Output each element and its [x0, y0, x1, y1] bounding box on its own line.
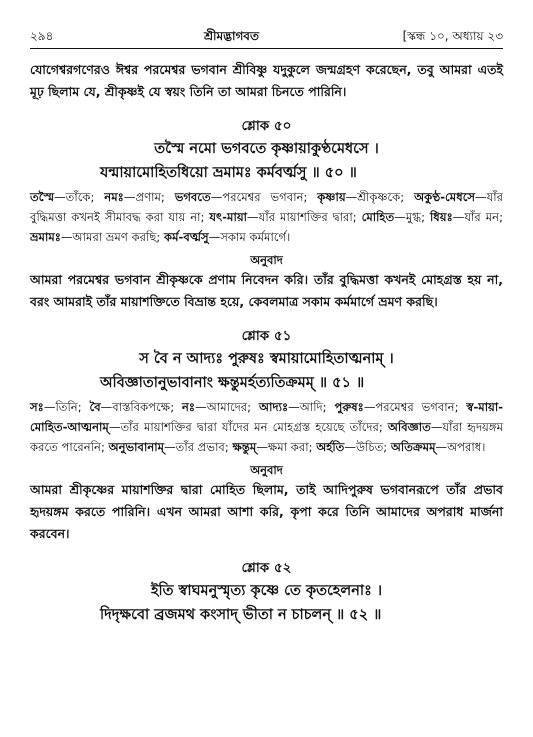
sloka-50 [30, 115, 503, 313]
verse-line-2: যন্মায়ামোহিতধিয়ো ভ্রমামঃ কর্মবর্ত্মসু ॥ ৫০ ॥ [100, 165, 357, 181]
synonym-term: নঃ [182, 400, 196, 414]
synonym-meaning: তাঁকে [65, 190, 91, 204]
synonym-meaning: তাঁর প্রভাব [175, 440, 225, 454]
verse-line-2: অবিজ্ঞাতানুভাবানাং ক্ষন্তুমর্হত্যতিক্রমম্ ॥ ৫১ ॥ [100, 375, 365, 391]
synonym-term: ধিয়ঃ [429, 210, 453, 224]
sloka-51 [30, 325, 503, 545]
synonym-meaning: মুগ্ধ [405, 210, 422, 224]
chapter-reference: [স্কন্ধ ১০, অধ্যায় ২৩ [402, 29, 503, 43]
synonym-meaning: যাঁরা হৃদয়ঙ্গম করতে পারেননি [30, 420, 504, 454]
synonym-term: অনুভাবানাম্ [108, 440, 165, 454]
synonym-term: অবিজ্ঞাত [387, 420, 431, 434]
sloka-heading: শ্লোক ৫১ [241, 328, 292, 344]
synonym-term: স্ব-মায়া-মোহিত-আত্মনাম্ [30, 400, 504, 434]
synonyms: সঃ—তিনি; বৈ—বাস্তবিকপক্ষে; নঃ—আমাদের; আদ্যঃ—আদি; পুরুষঃ—পরমেশ্বর ভগবান; স্ব-মায়া-মোহিত-আত্মনাম্—তাঁর মায়াশক্তির দ্বারা যাঁদের মন মোহগ্রস্ত হয়েছে তাঁদের; অবিজ্ঞাত—যাঁরা হৃদয়ঙ্গম করতে পারেননি; অনুভাবানাম্—তাঁর প্রভাব; ক্ষন্তুম্—ক্ষমা করা; অর্হতি—উচিত; অতিক্রমম্—অপরাধ। [30, 400, 504, 454]
synonym-term: কৃষ্ণায় [317, 190, 346, 204]
synonym-meaning: তিনি [55, 400, 78, 414]
synonym-meaning: যাঁর মায়াশক্তির দ্বারা [258, 210, 353, 224]
synonym-meaning: ক্ষমা করা [267, 440, 309, 454]
synonym-term: অতিক্রমম্ [390, 440, 436, 454]
synonym-term: পুরুষঃ [334, 400, 364, 414]
sloka-heading: শ্লোক ৫২ [241, 560, 292, 576]
synonym-meaning: আদি [299, 400, 323, 414]
synonym-term: ভগবতে [174, 190, 211, 204]
synonym-term: আদ্যঃ [258, 400, 289, 414]
synonym-meaning: যাঁর মন [464, 210, 500, 224]
synonym-meaning: অপরাধ [447, 440, 482, 454]
synonym-term: সঃ [30, 400, 44, 414]
translation: আমরা শ্রীকৃষ্ণের মায়াশক্তির দ্বারা মোহিত ছিলাম, তাই আদিপুরুষ ভগবানরূপে তাঁর প্রভাব হৃদয়ঙ্গম করতে পারিনি। এখন আমরা আশা করি, কৃপা করে তিনি আমাদের অপরাধ মার্জনা করবেন। [30, 482, 503, 541]
synonym-meaning: তাঁর মায়াশক্তির দ্বারা যাঁদের মন মোহগ্রস্ত হয়েছে তাঁদের [120, 420, 379, 434]
synonym-meaning: সকাম কর্মমার্গে [220, 230, 287, 244]
synonym-meaning: প্রণাম [135, 190, 161, 204]
synonym-term: বৈ [89, 400, 101, 414]
header-rule [30, 48, 503, 49]
book-title: শ্রীমদ্ভাগবত [203, 29, 259, 43]
synonym-meaning: উচিত [355, 440, 384, 454]
anuvad-label: অনুবাদ [250, 463, 283, 477]
translation: আমরা পরমেশ্বর ভগবান শ্রীকৃষ্ণকে প্রণাম নিবেদন করি। তাঁর বুদ্ধিমত্তা কখনই মোহগ্রস্ত হয় না, বরং আমরাই তাঁর মায়াশক্তিতে বিভ্রান্ত হয়ে, কেবলমাত্র সকাম কর্মমার্গে ভ্রমণ করছি। [30, 272, 503, 309]
synonym-term: অর্হতি [316, 440, 345, 454]
verse-line-1: ইতি স্বাঘমনুস্মৃত্য কৃষ্ণে তে কৃতহেলনাঃ । [150, 583, 383, 599]
synonym-meaning: বাস্তবিকপক্ষে [112, 400, 171, 414]
intro-paragraph: যোগেশ্বরগণেরও ঈশ্বর পরমেশ্বর ভগবান শ্রীবিষ্ণু যদুকুলে জন্মগ্রহণ করেছেন, তবু আমরা এতই মূঢ় ছিলাম যে, শ্রীকৃষ্ণই যে স্বয়ং তিনি তা আমরা চিনতে পারিনি। [30, 62, 503, 99]
sloka-52 [30, 557, 503, 627]
synonym-term: নমঃ [104, 190, 124, 204]
sloka-heading: শ্লোক ৫০ [241, 118, 292, 134]
synonym-term: অকুণ্ঠ-মেধসে [414, 190, 476, 204]
anuvad-label: অনুবাদ [250, 253, 283, 267]
verse-line-2: দিদৃক্ষবো ব্রজমথ কংসাদ্ ভীতা ন চাচলন্ ॥ ৫২ ॥ [100, 607, 382, 623]
synonym-term: ক্ষন্তুম্ [232, 440, 257, 454]
page-header [30, 28, 503, 44]
synonyms: তস্মৈ—তাঁকে; নমঃ—প্রণাম; ভগবতে—পরমেশ্বর ভগবান; কৃষ্ণায়—শ্রীকৃষ্ণকে; অকুণ্ঠ-মেধসে—যাঁর বুদ্ধিমত্তা কখনই সীমাবদ্ধ করা যায় না; যৎ-মায়া—যাঁর মায়াশক্তির দ্বারা; মোহিত—মুগ্ধ; ধিয়ঃ—যাঁর মন; ভ্রমামঃ—আমরা ভ্রমণ করছি; কর্ম-বর্ত্মসু—সকাম কর্মমার্গে। [30, 190, 504, 244]
synonym-term: যৎ-মায়া [209, 210, 248, 224]
synonym-term: মোহিত [361, 210, 395, 224]
synonym-meaning: আমাদের [206, 400, 248, 414]
synonym-meaning: আমরা ভ্রমণ করছি [72, 230, 157, 244]
synonym-meaning: পরমেশ্বর ভগবান [222, 190, 304, 204]
verse-line-1: তস্মৈ নমো ভগবতে কৃষ্ণায়াকুণ্ঠমেধসে । [154, 141, 379, 157]
synonym-term: কর্ম-বর্ত্মসু [164, 230, 209, 244]
synonym-meaning: শ্রীকৃষ্ণকে [357, 190, 401, 204]
page-number: ২৯৪ [30, 29, 54, 43]
verse-line-1: স বৈ ন আদ্যঃ পুরুষঃ স্বমায়ামোহিতাত্মনাম্ । [139, 351, 394, 367]
synonym-term: ভ্রমামঃ [30, 230, 61, 244]
synonym-term: তস্মৈ [30, 190, 55, 204]
synonym-meaning: পরমেশ্বর ভগবান [375, 400, 455, 414]
synonym-meaning: যাঁর বুদ্ধিমত্তা কখনই সীমাবদ্ধ করা যায় না [30, 190, 504, 224]
